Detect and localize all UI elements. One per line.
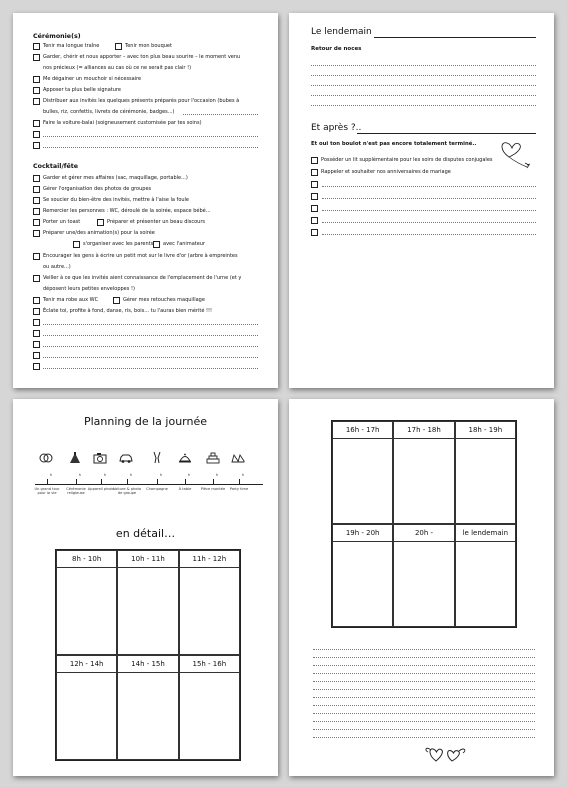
blank-line (43, 335, 258, 336)
timeline-tick (47, 479, 48, 484)
schedule-grid (331, 420, 517, 628)
writing-line (313, 689, 535, 690)
checklist-item-continued: déposent leurs petites enveloppes !) (43, 286, 135, 292)
page-planning (13, 399, 278, 776)
timeline-hour: h (187, 473, 191, 477)
blank-line (183, 114, 258, 115)
time-slot-label: 10h - 11h (118, 551, 177, 568)
writing-line (313, 697, 535, 698)
blank-line (322, 210, 536, 211)
checklist-item-continued: ou autre...) (43, 264, 71, 270)
checkbox[interactable] (311, 193, 318, 200)
timeline-label: Voiture & photo de groupe (112, 487, 142, 496)
timeline-hour: h (215, 473, 219, 477)
blank-line (43, 136, 258, 137)
checkbox[interactable] (33, 253, 40, 260)
time-slot-label: 17h - 18h (394, 422, 453, 439)
checkbox[interactable] (33, 319, 40, 326)
timeline-label: Party time (229, 487, 249, 491)
blank-line (322, 186, 536, 187)
retour-heading: Retour de noces (311, 46, 362, 52)
champagne-icon (150, 451, 164, 464)
checkbox[interactable] (33, 230, 40, 237)
checkbox[interactable] (311, 229, 318, 236)
writing-line (311, 75, 536, 76)
checkbox[interactable] (33, 98, 40, 105)
writing-line (313, 705, 535, 706)
checkbox[interactable] (97, 219, 104, 226)
blank-line (43, 346, 258, 347)
car-icon (119, 451, 133, 464)
checkbox[interactable] (33, 352, 40, 359)
timeline-label: Pièce montée (200, 487, 226, 491)
timeline-hour: h (129, 473, 133, 477)
blank-line (322, 234, 536, 235)
writing-line (313, 721, 535, 722)
timeline-tick (127, 479, 128, 484)
checkbox[interactable] (33, 186, 40, 193)
checkbox[interactable] (33, 308, 40, 315)
camera-icon (93, 451, 107, 464)
checklist-item-continued: nos précieux (= alliances au cas où ce ne serait pas clair !) (43, 65, 192, 71)
time-slot-label: 15h - 16h (180, 656, 239, 673)
timeline-label: À table (178, 487, 192, 491)
time-slot-label: 11h - 12h (180, 551, 239, 568)
checkbox[interactable] (33, 297, 40, 304)
checkbox[interactable] (311, 205, 318, 212)
time-slot[interactable] (393, 524, 454, 627)
timeline-hour: h (103, 473, 107, 477)
checkbox[interactable] (311, 181, 318, 188)
writing-line (311, 85, 536, 86)
timeline-tick (101, 479, 102, 484)
church-icon (68, 451, 82, 464)
writing-line (311, 65, 536, 66)
cake-icon (206, 451, 220, 464)
detail-title: en détail… (115, 527, 176, 540)
timeline-tick (185, 479, 186, 484)
time-slot[interactable] (56, 550, 117, 655)
time-slot-label: 20h - (394, 525, 453, 542)
time-slot-label: le lendemain (456, 525, 515, 542)
checkbox[interactable] (113, 297, 120, 304)
apres-subtitle: Et oui ton boulot n'est pas encore totalement terminé.. (311, 141, 477, 147)
time-slot-label: 16h - 17h (333, 422, 392, 439)
checkbox[interactable] (33, 363, 40, 370)
checkbox[interactable] (33, 131, 40, 138)
time-slot[interactable] (455, 524, 516, 627)
timeline-label: Appareil photo (87, 487, 115, 491)
timeline-tick (157, 479, 158, 484)
time-slot[interactable] (117, 550, 178, 655)
time-slot-label: 18h - 19h (456, 422, 515, 439)
time-slot[interactable] (179, 550, 240, 655)
timeline-label: Champagne (146, 487, 168, 491)
timeline-tick (76, 479, 77, 484)
writing-line (313, 657, 535, 658)
planning-title: Planning de la journée (83, 415, 207, 428)
blank-line (322, 222, 536, 223)
page-checklist: Cérémonie(s) Tenir ma longue traîne Tenir mon bouquet Garder, chérir et nous apporter – avec ton plus beau sourire – le moment venu nos précieux (= alliances au cas où ce ne serait pas clair !) Me dégainer un mouchoir si nécessaire Apposer ta plus belle signature Distribuer aux invités les quelques présents préparés pour l'occasion (bubes à bulles, riz, confettis, livrets de cérémonie, badges...) Faire la voiture-balai (soigneusement customisée par tes soins) Cocktail/fête Garder et gérer mes affaires (sac, maquillage, portable...) Gérer l'organisation des photos de groupes Se soucier du bien-être des invités, mettre à l'aise la foule Remercier les personnes : WC, déroulé de la soirée, espace bébé... Porter un toast Préparer et présenter un beau discours Préparer une/des animation(s) pour la soirée s'organiser avec les parents avec l'animateur Encourager les gens à écrire un petit mot sur le livre d'or (arbre à empreintes ou autre...) Veiller à ce que les invités aient connaissance de l'emplacement de l'urne (et y déposent leurs petites enveloppes !) Tenir ma robe aux WC Gérer mes retouches maquillage Éclate toi, profite à fond, danse, ris, bois... tu l'auras bien mérité !!! (13, 13, 278, 388)
apres-title: Et après ?.. (311, 123, 362, 133)
time-slot-label: 12h - 14h (57, 656, 116, 673)
writing-line (311, 95, 536, 96)
cloche-icon (178, 451, 192, 464)
time-slot-label: 19h - 20h (333, 525, 392, 542)
checkbox[interactable] (33, 120, 40, 127)
shoes-icon (231, 451, 245, 464)
writing-line (313, 673, 535, 674)
page-planning-evening (289, 399, 554, 776)
checkbox[interactable] (33, 87, 40, 94)
timeline-label: Un grand tour pour la vie (34, 487, 60, 496)
checkbox[interactable] (73, 241, 80, 248)
ceremony-heading: Cérémonie(s) (33, 33, 81, 40)
time-slot[interactable] (455, 421, 516, 524)
time-slot[interactable] (332, 421, 393, 524)
time-slot[interactable] (179, 655, 240, 760)
timeline-label: Cérémonie religieuse (66, 487, 86, 496)
checkbox[interactable] (33, 341, 40, 348)
blank-line (43, 368, 258, 369)
page-after: Le lendemain Retour de noces Et après ?.. Et oui ton boulot n'est pas encore totalement terminé.. Posséder un lit supplémentaire pour les soirs de disputes conjugales Rappeler et souhaiter nos anniversaires de mariage (289, 13, 554, 388)
writing-line (313, 665, 535, 666)
schedule-grid (55, 549, 241, 761)
checkbox[interactable] (311, 157, 318, 164)
timeline-axis (35, 484, 263, 485)
time-slot[interactable] (332, 524, 393, 627)
lendemain-title: Le lendemain (311, 27, 372, 37)
heart-balloon-icon (497, 137, 537, 171)
checkbox[interactable] (153, 241, 160, 248)
writing-line (311, 105, 536, 106)
checkbox[interactable] (33, 208, 40, 215)
checkbox[interactable] (33, 275, 40, 282)
writing-line (313, 729, 535, 730)
checkbox[interactable] (33, 142, 40, 149)
checkbox[interactable] (33, 219, 40, 226)
time-slot[interactable] (393, 421, 454, 524)
title-underline (374, 37, 536, 38)
blank-line (43, 357, 258, 358)
blank-line (322, 198, 536, 199)
checkbox[interactable] (33, 43, 40, 50)
time-slot-label: 14h - 15h (118, 656, 177, 673)
writing-line (313, 649, 535, 650)
timeline-tick (239, 479, 240, 484)
checklist-item-continued: bulles, riz, confettis, livrets de cérémonie, badges...) (43, 109, 175, 115)
time-slot-label: 8h - 10h (57, 551, 116, 568)
checkbox[interactable] (33, 330, 40, 337)
timeline-hour: h (78, 473, 82, 477)
writing-line (313, 713, 535, 714)
checkbox[interactable] (311, 169, 318, 176)
timeline-hour: h (241, 473, 245, 477)
blank-line (43, 147, 258, 148)
rings-icon (39, 451, 53, 464)
checkbox[interactable] (33, 76, 40, 83)
winged-hearts-icon (422, 741, 470, 765)
checkbox[interactable] (33, 197, 40, 204)
timeline-hour: h (49, 473, 53, 477)
checkbox[interactable] (311, 217, 318, 224)
checkbox[interactable] (115, 43, 122, 50)
title-underline (357, 133, 536, 134)
checkbox[interactable] (33, 175, 40, 182)
cocktail-heading: Cocktail/fête (33, 163, 79, 170)
time-slot[interactable] (117, 655, 178, 760)
blank-line (43, 324, 258, 325)
time-slot[interactable] (56, 655, 117, 760)
writing-line (313, 681, 535, 682)
timeline-hour: h (159, 473, 163, 477)
writing-line (313, 737, 535, 738)
checkbox[interactable] (33, 54, 40, 61)
timeline-tick (213, 479, 214, 484)
